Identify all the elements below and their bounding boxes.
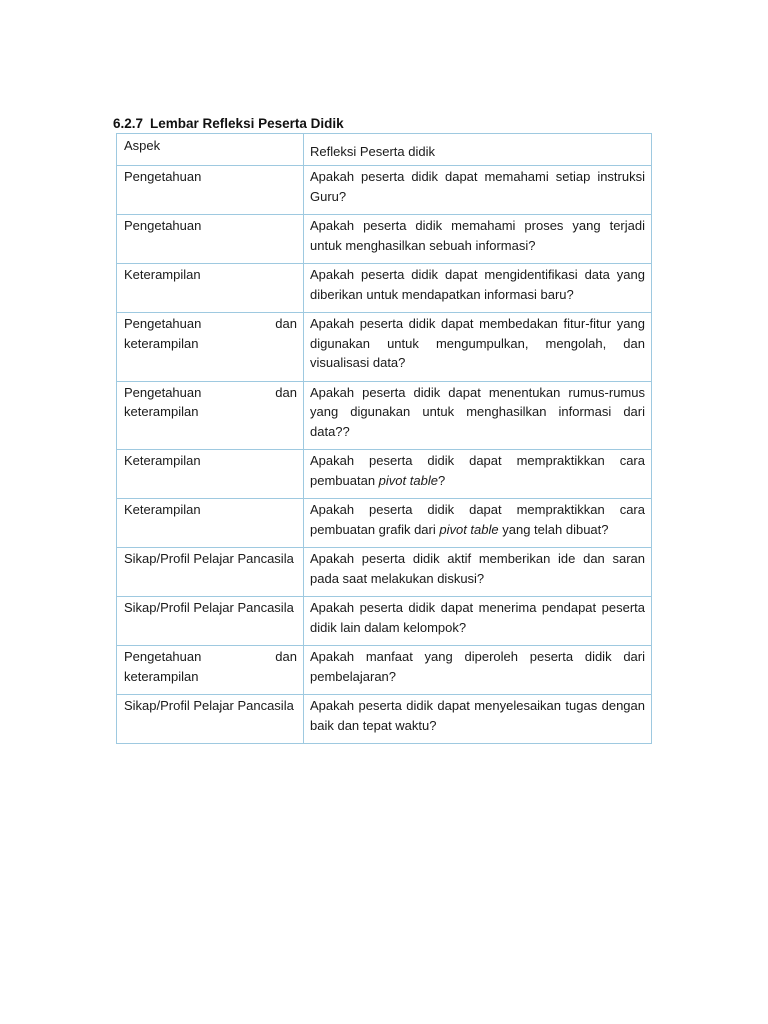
refleksi-italic-text: pivot table — [378, 472, 438, 488]
refleksi-cell: Apakah manfaat yang diperoleh peserta didik dari pembelajaran? — [304, 646, 652, 695]
aspek-cell: Sikap/Profil Pelajar Pancasila — [117, 597, 304, 646]
section-number: 6.2.7 — [113, 116, 144, 131]
refleksi-italic-text: pivot table — [439, 521, 499, 537]
aspek-cell: Keterampilan — [117, 264, 304, 313]
refleksi-cell: Apakah peserta didik dapat mengidentifikasi data yang diberikan untuk mendapatkan informasi baru? — [304, 264, 652, 313]
table-row — [117, 695, 652, 744]
refleksi-cell: Apakah peserta didik dapat menentukan rumus-rumus yang digunakan untuk menghasilkan informasi dari data?? — [304, 381, 652, 450]
refleksi-cell: Apakah peserta didik dapat membedakan fitur-fitur yang digunakan untuk mengumpulkan, mengolah, dan visualisasi data? — [304, 313, 652, 382]
refleksi-cell: Apakah peserta didik aktif memberikan ide dan saran pada saat melakukan diskusi? — [304, 548, 652, 597]
table-row — [117, 215, 652, 264]
table-row — [117, 548, 652, 597]
reflection-table — [116, 133, 652, 744]
table-row — [117, 450, 652, 499]
aspek-cell: Pengetahuan dan keterampilan — [117, 381, 304, 450]
refleksi-text: Apakah peserta didik dapat mempraktikkan cara pembuatan grafik dari — [310, 502, 645, 537]
table-row — [117, 381, 652, 450]
refleksi-text: Apakah peserta didik dapat mempraktikkan cara pembuatan — [310, 453, 645, 488]
aspek-cell: Sikap/Profil Pelajar Pancasila — [117, 548, 304, 597]
table-row — [117, 597, 652, 646]
table-header-row — [117, 134, 652, 166]
aspek-cell: Pengetahuan — [117, 215, 304, 264]
aspek-cell: Pengetahuan dan keterampilan — [117, 646, 304, 695]
aspek-cell: Keterampilan — [117, 450, 304, 499]
refleksi-cell — [304, 450, 652, 499]
aspek-cell: Pengetahuan — [117, 166, 304, 215]
table-row — [117, 264, 652, 313]
aspek-cell: Keterampilan — [117, 499, 304, 548]
refleksi-cell — [304, 499, 652, 548]
aspek-cell: Pengetahuan dan keterampilan — [117, 313, 304, 382]
table-row — [117, 166, 652, 215]
header-aspek: Aspek — [117, 134, 304, 166]
refleksi-text-end: ? — [437, 472, 446, 488]
section-title: Lembar Refleksi Peserta Didik — [150, 116, 344, 131]
table-row — [117, 646, 652, 695]
table-row — [117, 499, 652, 548]
header-refleksi: Refleksi Peserta didik — [304, 134, 652, 166]
section-heading — [113, 116, 344, 131]
aspek-cell: Sikap/Profil Pelajar Pancasila — [117, 695, 304, 744]
refleksi-cell: Apakah peserta didik dapat memahami setiap instruksi Guru? — [304, 166, 652, 215]
refleksi-text-end: yang telah dibuat? — [498, 521, 609, 537]
refleksi-cell: Apakah peserta didik memahami proses yang terjadi untuk menghasilkan sebuah informasi? — [304, 215, 652, 264]
table-row — [117, 313, 652, 382]
refleksi-cell: Apakah peserta didik dapat menerima pendapat peserta didik lain dalam kelompok? — [304, 597, 652, 646]
refleksi-cell: Apakah peserta didik dapat menyelesaikan tugas dengan baik dan tepat waktu? — [304, 695, 652, 744]
